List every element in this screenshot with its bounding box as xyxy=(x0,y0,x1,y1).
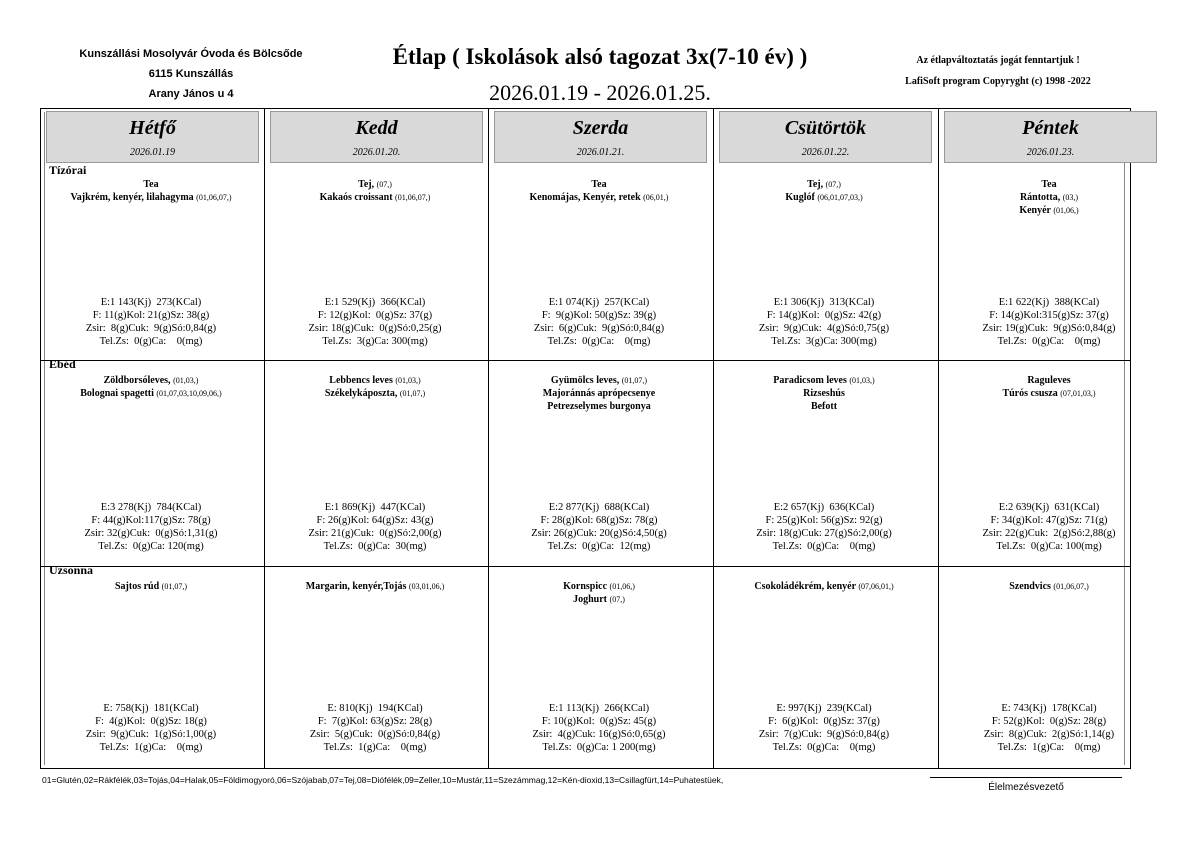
nutrition-line: Tel.Zs: 1(g)Ca: 0(mg) xyxy=(99,742,203,753)
signature-label: Élelmezésvezető xyxy=(988,782,1064,793)
meal-item xyxy=(713,580,935,593)
nutrition-line: F: 6(g)Kol: 0(g)Sz: 37(g) xyxy=(768,716,880,727)
meal-items xyxy=(938,374,1160,400)
nutrition-info xyxy=(40,702,262,754)
meal-item-name: Befott xyxy=(810,401,838,412)
nutrition-line: Tel.Zs: 0(g)Ca: 30(mg) xyxy=(323,541,427,552)
nutrition-line: Zsir: 8(g)Cuk: 9(g)Só:0,84(g) xyxy=(85,323,217,334)
day-header xyxy=(944,111,1157,163)
meal-item-name: Csokoládékrém, kenyér xyxy=(754,581,856,592)
nutrition-line: F: 52(g)Kol: 0(g)Sz: 28(g) xyxy=(991,716,1107,727)
org-city: 6115 Kunszállás xyxy=(148,68,234,80)
meal-item xyxy=(264,580,486,593)
copyright: LafiSoft program Copyryght (c) 1998 -2022 xyxy=(905,76,1091,87)
meal-item-name: Tej, xyxy=(807,179,824,190)
meal-items xyxy=(713,178,935,204)
meal-item xyxy=(40,191,262,204)
allergen-codes: (01,06,07,) xyxy=(196,193,232,202)
day-header xyxy=(719,111,932,163)
nutrition-line: Tel.Zs: 3(g)Ca: 300(mg) xyxy=(771,336,877,347)
nutrition-line: Zsir: 19(g)Cuk: 9(g)Só:0,84(g) xyxy=(982,323,1116,334)
meal-items xyxy=(938,178,1160,217)
frame-inner-line xyxy=(44,112,45,765)
day-date: 2026.01.19 xyxy=(130,147,175,158)
nutrition-line: E:1 529(Kj) 366(KCal) xyxy=(324,297,426,308)
grid-hline xyxy=(40,566,1130,567)
meal-item xyxy=(264,191,486,204)
nutrition-line: F: 10(g)Kol: 0(g)Sz: 45(g) xyxy=(541,716,657,727)
nutrition-info xyxy=(264,501,486,553)
nutrition-line: Tel.Zs: 0(g)Ca: 12(mg) xyxy=(547,541,651,552)
nutrition-line: Zsir: 18(g)Cuk: 0(g)Só:0,25(g) xyxy=(308,323,442,334)
allergen-codes: (01,07,) xyxy=(161,582,187,591)
meal-item-name: Szendvics xyxy=(1009,581,1051,592)
grid-vline xyxy=(713,108,714,769)
nutrition-line: Tel.Zs: 1(g)Ca: 0(mg) xyxy=(323,742,427,753)
grid-hline xyxy=(40,768,1130,769)
meal-item xyxy=(488,387,710,400)
nutrition-line: F: 44(g)Kol:117(g)Sz: 78(g) xyxy=(91,515,211,526)
meal-item xyxy=(264,387,486,400)
meal-item-name: Kakaós croissant xyxy=(319,192,393,203)
meal-item-name: Paradicsom leves xyxy=(773,375,847,386)
meal-item-name: Tej, xyxy=(358,179,375,190)
meal-items xyxy=(264,374,486,400)
meal-item xyxy=(938,204,1160,217)
meal-item xyxy=(713,191,935,204)
org-block xyxy=(60,44,322,104)
meal-item xyxy=(713,400,935,413)
grid-vline xyxy=(264,108,265,769)
day-header xyxy=(494,111,707,163)
meal-item xyxy=(938,178,1160,191)
meal-item-name: Majoránnás aprópecsenye xyxy=(542,388,656,399)
meal-item xyxy=(40,374,262,387)
meal-item-name: Zöldborsóleves, xyxy=(103,375,171,386)
nutrition-line: F: 9(g)Kol: 50(g)Sz: 39(g) xyxy=(541,310,657,321)
meal-item-name: Kenyér xyxy=(1019,205,1051,216)
nutrition-info xyxy=(488,296,710,348)
nutrition-line: Zsir: 32(g)Cuk: 0(g)Só:1,31(g) xyxy=(84,528,218,539)
nutrition-line: E:2 877(Kj) 688(KCal) xyxy=(548,502,650,513)
meal-items xyxy=(264,178,486,204)
meal-item xyxy=(938,580,1160,593)
allergen-codes: (07,) xyxy=(825,180,841,189)
meal-item-name: Margarin, kenyér,Tojás xyxy=(305,581,407,592)
meal-items xyxy=(938,580,1160,593)
allergen-codes: (06,01,) xyxy=(643,193,669,202)
nutrition-info xyxy=(264,702,486,754)
day-name: Hétfő xyxy=(129,117,176,139)
nutrition-line: E: 758(Kj) 181(KCal) xyxy=(103,703,199,714)
meal-item xyxy=(938,387,1160,400)
nutrition-line: F: 11(g)Kol: 21(g)Sz: 38(g) xyxy=(92,310,210,321)
meal-item xyxy=(488,374,710,387)
meal-item xyxy=(40,178,262,191)
meal-item xyxy=(488,400,710,413)
allergen-codes: (01,06,07,) xyxy=(395,193,431,202)
meal-item-name: Rizseshús xyxy=(803,388,845,399)
allergen-codes: (07,) xyxy=(376,180,392,189)
allergen-codes: (01,03,) xyxy=(849,376,875,385)
meal-items xyxy=(264,580,486,593)
nutrition-line: Tel.Zs: 0(g)Ca: 0(mg) xyxy=(99,336,203,347)
day-header xyxy=(46,111,259,163)
nutrition-line: E: 997(Kj) 239(KCal) xyxy=(776,703,872,714)
meal-items xyxy=(488,580,710,606)
grid-hline xyxy=(40,360,1130,361)
meal-item-name: Bolognai spagetti xyxy=(80,388,154,399)
nutrition-line: Tel.Zs: 0(g)Ca: 0(mg) xyxy=(547,336,651,347)
meal-item-name: Kuglóf xyxy=(785,192,815,203)
nutrition-line: Zsir: 18(g)Cuk: 27(g)Só:2,00(g) xyxy=(756,528,892,539)
meal-item xyxy=(713,178,935,191)
nutrition-line: Tel.Zs: 0(g)Ca: 100(mg) xyxy=(996,541,1102,552)
nutrition-info xyxy=(488,501,710,553)
day-header xyxy=(270,111,483,163)
grid-vline xyxy=(40,108,41,769)
meal-item-name: Tea xyxy=(143,179,159,190)
meal-item xyxy=(713,387,935,400)
nutrition-line: E:2 639(Kj) 631(KCal) xyxy=(998,502,1100,513)
nutrition-line: Zsir: 21(g)Cuk: 0(g)Só:2,00(g) xyxy=(308,528,442,539)
nutrition-line: F: 25(g)Kol: 56(g)Sz: 92(g) xyxy=(765,515,883,526)
nutrition-line: E: 743(Kj) 178(KCal) xyxy=(1001,703,1097,714)
day-date: 2026.01.22. xyxy=(801,147,850,158)
nutrition-line: F: 28(g)Kol: 68(g)Sz: 78(g) xyxy=(540,515,658,526)
grid-hline xyxy=(40,108,1130,109)
org-name: Kunszállási Mosolyvár Óvoda és Bölcsőde xyxy=(79,48,303,60)
allergen-legend: 01=Glutén,02=Rákfélék,03=Tojás,04=Halak,05=Földimogyoró,06=Szójabab,07=Tej,08=Diófélék,09=Zeller,10=Mustár,11=Szezámmag,12=Kén-dioxid,13=Csillagfürt,14=Puhatestüek, xyxy=(42,775,724,785)
section-label: Tízórai xyxy=(49,163,87,177)
nutrition-line: E:1 306(Kj) 313(KCal) xyxy=(773,297,875,308)
menu-grid xyxy=(40,108,1130,769)
signature-line xyxy=(930,777,1122,778)
day-name: Péntek xyxy=(1022,117,1079,139)
meal-item-name: Székelykáposzta, xyxy=(324,388,398,399)
nutrition-line: F: 7(g)Kol: 63(g)Sz: 28(g) xyxy=(317,716,433,727)
meal-item-name: Tea xyxy=(591,179,607,190)
meal-items xyxy=(713,374,935,413)
nutrition-line: Zsir: 22(g)Cuk: 2(g)Só:2,88(g) xyxy=(982,528,1116,539)
day-name: Szerda xyxy=(572,117,629,139)
nutrition-line: F: 4(g)Kol: 0(g)Sz: 18(g) xyxy=(95,716,207,727)
nutrition-line: Zsir: 9(g)Cuk: 1(g)Só:1,00(g) xyxy=(85,729,217,740)
meal-item-name: Túrós csusza xyxy=(1002,388,1058,399)
meal-item xyxy=(488,593,710,606)
allergen-codes: (06,01,07,03,) xyxy=(817,193,863,202)
meal-item-name: Rántotta, xyxy=(1019,192,1061,203)
notice-block xyxy=(868,50,1128,92)
nutrition-info xyxy=(938,296,1160,348)
nutrition-line: F: 26(g)Kol: 64(g)Sz: 43(g) xyxy=(316,515,434,526)
nutrition-info xyxy=(713,501,935,553)
meal-item-name: Petrezselymes burgonya xyxy=(547,401,651,412)
meal-item xyxy=(938,191,1160,204)
meal-item-name: Vajkrém, kenyér, lilahagyma xyxy=(70,192,194,203)
allergen-codes: (01,06,) xyxy=(1053,206,1079,215)
nutrition-info xyxy=(713,702,935,754)
meal-item-name: Gyümölcs leves, xyxy=(550,375,620,386)
meal-item xyxy=(40,387,262,400)
allergen-codes: (07,06,01,) xyxy=(858,582,894,591)
allergen-codes: (01,06,) xyxy=(609,582,635,591)
nutrition-line: E:1 143(Kj) 273(KCal) xyxy=(100,297,202,308)
nutrition-line: E: 810(Kj) 194(KCal) xyxy=(327,703,423,714)
nutrition-line: E:1 869(Kj) 447(KCal) xyxy=(324,502,426,513)
allergen-codes: (01,03,) xyxy=(395,376,421,385)
meal-item xyxy=(264,178,486,191)
nutrition-line: E:1 622(Kj) 388(KCal) xyxy=(998,297,1100,308)
nutrition-line: E:1 074(Kj) 257(KCal) xyxy=(548,297,650,308)
nutrition-line: Zsir: 6(g)Cuk: 9(g)Só:0,84(g) xyxy=(533,323,665,334)
nutrition-line: E:2 657(Kj) 636(KCal) xyxy=(773,502,875,513)
nutrition-info xyxy=(938,501,1160,553)
meal-item-name: Kornspicc xyxy=(563,581,608,592)
org-address: Arany János u 4 xyxy=(148,88,234,100)
nutrition-line: Tel.Zs: 0(g)Ca: 0(mg) xyxy=(772,742,876,753)
section-label: Uzsonna xyxy=(49,563,94,577)
meal-item xyxy=(264,374,486,387)
day-date: 2026.01.21. xyxy=(576,147,625,158)
nutrition-line: Zsir: 8(g)Cuk: 2(g)Só:1,14(g) xyxy=(983,729,1115,740)
nutrition-line: Tel.Zs: 1(g)Ca: 0(mg) xyxy=(997,742,1101,753)
meal-item xyxy=(40,580,262,593)
nutrition-line: Tel.Zs: 0(g)Ca: 0(mg) xyxy=(997,336,1101,347)
allergen-codes: (03,) xyxy=(1062,193,1079,202)
allergen-codes: (01,07,) xyxy=(621,376,648,385)
nutrition-line: Zsir: 5(g)Cuk: 0(g)Só:0,84(g) xyxy=(309,729,441,740)
nutrition-info xyxy=(264,296,486,348)
allergen-codes: (01,07,) xyxy=(399,389,426,398)
meal-items xyxy=(40,374,262,400)
meal-item xyxy=(488,580,710,593)
meal-items xyxy=(40,178,262,204)
day-name: Csütörtök xyxy=(784,117,867,139)
meal-item-name: Sajtos rúd xyxy=(114,581,160,592)
nutrition-line: Zsir: 4(g)Cuk: 16(g)Só:0,65(g) xyxy=(532,729,666,740)
meal-item-name: Lebbencs leves xyxy=(329,375,393,386)
nutrition-line: Tel.Zs: 0(g)Ca: 0(mg) xyxy=(772,541,876,552)
meal-item xyxy=(938,374,1160,387)
nutrition-line: Tel.Zs: 0(g)Ca: 1 200(mg) xyxy=(542,742,656,753)
date-range: 2026.01.19 - 2026.01.25. xyxy=(489,80,711,105)
day-date: 2026.01.20. xyxy=(352,147,401,158)
meal-items xyxy=(713,580,935,593)
nutrition-line: F: 34(g)Kol: 47(g)Sz: 71(g) xyxy=(990,515,1108,526)
meal-items xyxy=(488,178,710,204)
nutrition-info xyxy=(488,702,710,754)
allergen-codes: (01,03,) xyxy=(173,376,199,385)
allergen-codes: (01,06,07,) xyxy=(1053,582,1089,591)
meal-items xyxy=(40,580,262,593)
nutrition-line: Tel.Zs: 3(g)Ca: 300(mg) xyxy=(322,336,428,347)
nutrition-line: E:1 113(Kj) 266(KCal) xyxy=(548,703,650,714)
meal-items xyxy=(488,374,710,413)
allergen-codes: (01,07,03,10,09,06,) xyxy=(156,389,222,398)
nutrition-line: Zsir: 26(g)Cuk: 20(g)Só:4,50(g) xyxy=(531,528,667,539)
nutrition-line: Zsir: 7(g)Cuk: 9(g)Só:0,84(g) xyxy=(758,729,890,740)
nutrition-line: F: 12(g)Kol: 0(g)Sz: 37(g) xyxy=(317,310,433,321)
nutrition-line: F: 14(g)Kol: 0(g)Sz: 42(g) xyxy=(766,310,882,321)
section-label: Ebéd xyxy=(49,357,76,371)
page-title: Étlap ( Iskolások alsó tagozat 3x(7-10 év) ) xyxy=(392,44,808,69)
allergen-codes: (07,) xyxy=(609,595,625,604)
meal-item-name: Joghurt xyxy=(573,594,608,605)
day-date: 2026.01.23. xyxy=(1026,147,1075,158)
meal-item-name: Raguleves xyxy=(1027,375,1071,386)
meal-item xyxy=(488,191,710,204)
nutrition-line: Tel.Zs: 0(g)Ca: 120(mg) xyxy=(98,541,204,552)
grid-vline xyxy=(488,108,489,769)
nutrition-line: E:3 278(Kj) 784(KCal) xyxy=(100,502,202,513)
day-name: Kedd xyxy=(355,117,398,139)
meal-item-name: Tea xyxy=(1041,179,1057,190)
meal-item-name: Kenomájas, Kenyér, retek xyxy=(529,192,641,203)
nutrition-info xyxy=(713,296,935,348)
meal-item xyxy=(488,178,710,191)
nutrition-info xyxy=(40,296,262,348)
notice: Az étlapváltoztatás jogát fenntartjuk ! xyxy=(916,55,1080,66)
nutrition-line: F: 14(g)Kol:315(g)Sz: 37(g) xyxy=(989,310,1109,321)
nutrition-info xyxy=(40,501,262,553)
nutrition-info xyxy=(938,702,1160,754)
allergen-codes: (03,01,06,) xyxy=(408,582,445,591)
meal-item xyxy=(713,374,935,387)
nutrition-line: Zsir: 9(g)Cuk: 4(g)Só:0,75(g) xyxy=(758,323,890,334)
allergen-codes: (07,01,03,) xyxy=(1060,389,1096,398)
